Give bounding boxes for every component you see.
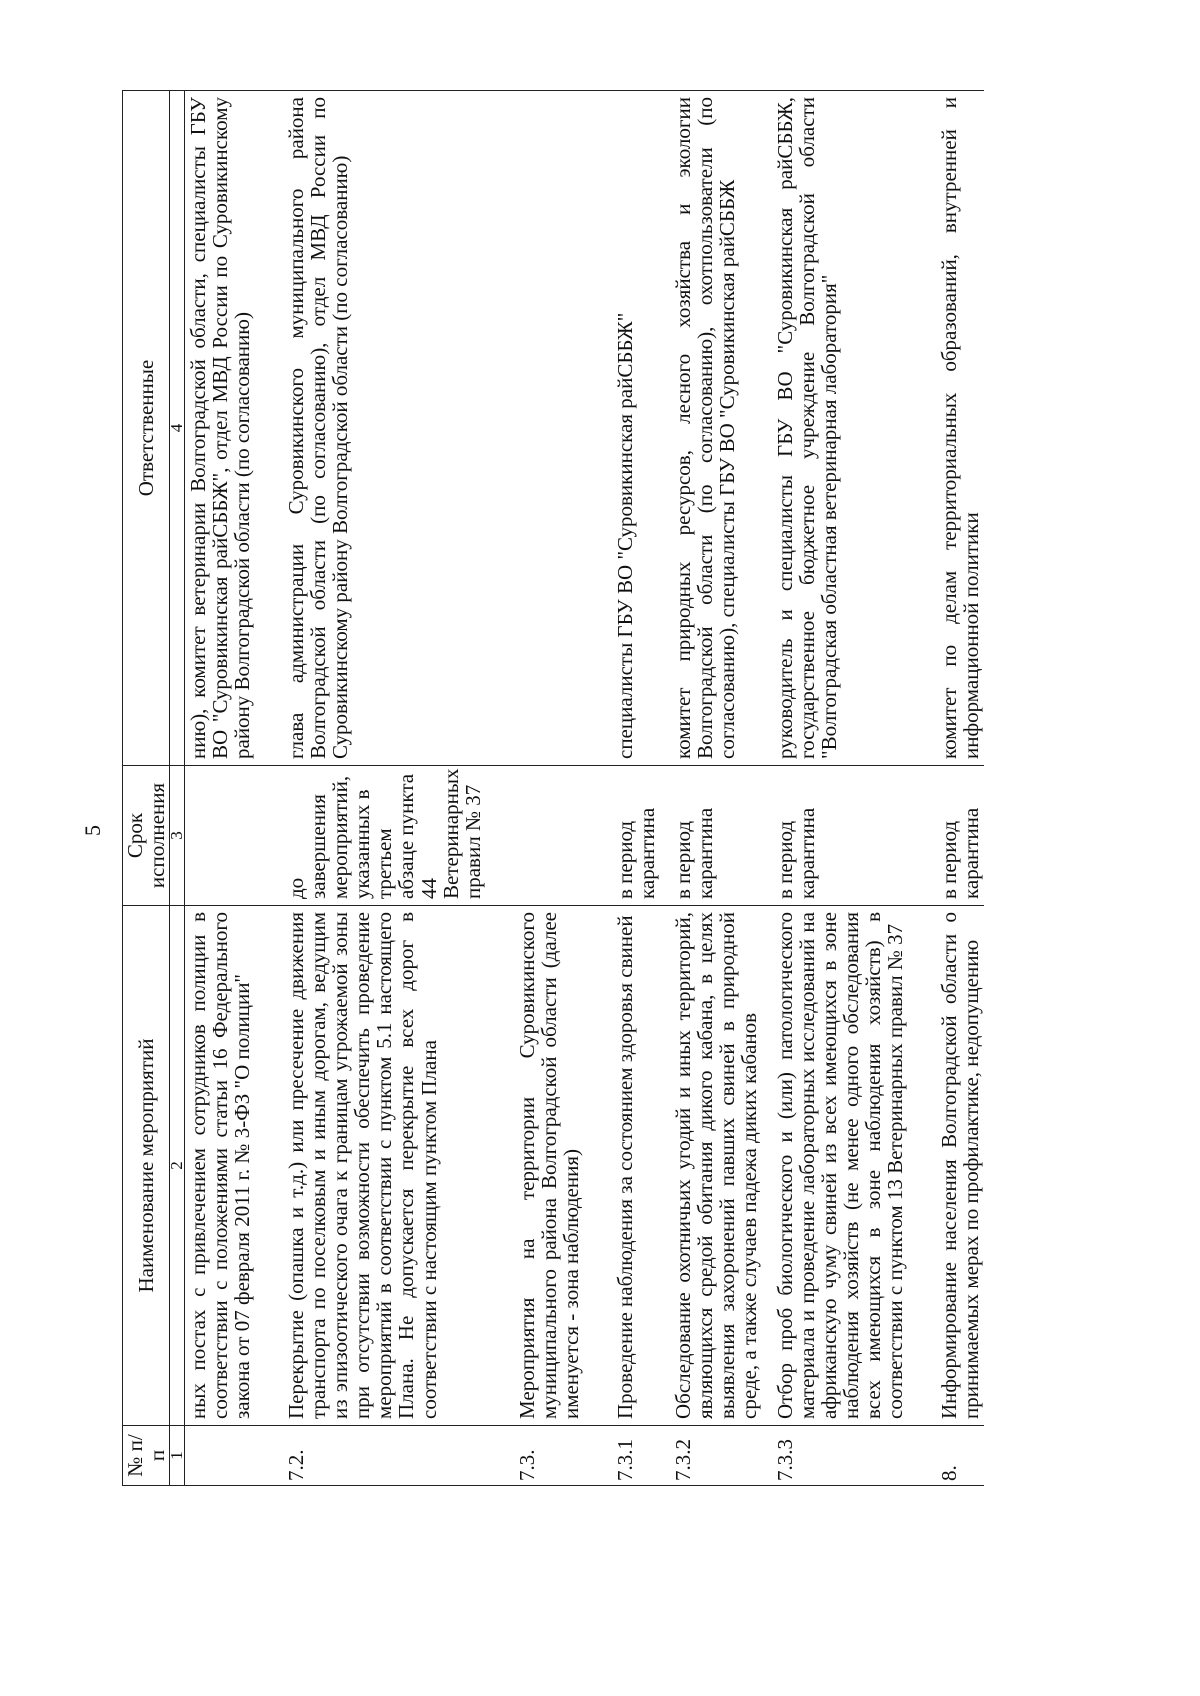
header-responsible: Ответственные xyxy=(123,91,170,766)
row-measure: Проведение наблюдения за состоянием здоровья свиней xyxy=(612,906,670,1426)
row-term: в период карантина xyxy=(670,766,772,906)
row-num: 7.2. xyxy=(283,1426,513,1486)
row-num xyxy=(185,1426,284,1486)
table-row xyxy=(772,91,936,1486)
table-row xyxy=(514,91,612,1486)
row-responsible: руководитель и специалисты ГБУ ВО "Суровикинская райСББЖ, государственное бюджетное учреждение Волгоградской области "Волгоградская областная ветеринарная лаборатория" xyxy=(772,91,936,766)
row-num: 7.3.2 xyxy=(670,1426,772,1486)
row-measure: Мероприятия на территории Суровикинского муниципального района Волгоградской области (далее именуется - зона наблюдения) xyxy=(514,906,612,1426)
row-measure: Информирование населения Волгоградской области о принимаемых мерах по профилактике, недопущению xyxy=(936,906,984,1426)
table-row xyxy=(936,91,984,1486)
row-responsible: нию), комитет ветеринарии Волгоградской области, специалисты ГБУ ВО "Суровикинская райСББЖ", отдел МВД России по Суровикинскому району Волгоградской области (по согласованию) xyxy=(185,91,284,766)
column-number-row xyxy=(170,91,185,1486)
table-row xyxy=(283,91,513,1486)
row-responsible: комитет природных ресурсов, лесного хозяйства и экологии Волгоградской области (по согласованию), охотпользователи (по согласованию), специалисты ГБУ ВО "Суровикинская райСББЖ xyxy=(670,91,772,766)
row-term: в период карантина xyxy=(936,766,984,906)
row-num: 7.3. xyxy=(514,1426,612,1486)
row-num: 7.3.1 xyxy=(612,1426,670,1486)
header-name: Наименование мероприятий xyxy=(123,906,170,1426)
column-number: 2 xyxy=(170,906,185,1426)
row-num: 8. xyxy=(936,1426,984,1486)
table-row xyxy=(612,91,670,1486)
row-measure: Отбор проб биологического и (или) патологического материала и проведение лабораторных исследований на африканскую чуму свиней из всех имеющихся в зоне наблюдения хозяйств (не менее одного обследования всех имеющихся в зоне наблюдения хозяйств) в соответствии с пунктом 13 Ветеринарных правил № 37 xyxy=(772,906,936,1426)
header-term: Срок исполнения xyxy=(123,766,170,906)
table-row xyxy=(670,91,772,1486)
row-responsible: глава администрации Суровикинского муниципального района Волгоградской области (по согласованию), отдел МВД России по Суровикинскому району Волгоградской области (по согласованию) xyxy=(283,91,513,766)
row-measure: Перекрытие (опашка и т.д.) или пресечение движения транспорта по поселковым и иным дорогам, ведущим из эпизоотического очага к границам угрожаемой зоны при отсутствии возможности обеспечить проведение мероприятий в соответствии с пунктом 5.1 настоящего Плана. Не допускается перекрытие всех дорог в соответствии с настоящим пунктом Плана xyxy=(283,906,513,1426)
row-term: в период карантина xyxy=(772,766,936,906)
row-term xyxy=(185,766,284,906)
row-responsible: специалисты ГБУ ВО "Суровикинская райСББЖ" xyxy=(612,91,670,766)
measures-table xyxy=(122,90,984,1486)
row-measure: ных постах с привлечением сотрудников полиции в соответствии с положениями статьи 16 Федерального закона от 07 февраля 2011 г. № 3-ФЗ "О полиции" xyxy=(185,906,284,1426)
row-term xyxy=(514,766,612,906)
row-num: 7.3.3 xyxy=(772,1426,936,1486)
table-row xyxy=(185,91,284,1486)
row-term: до завершения мероприятий, указанных в третьем абзаце пункта 44 Ветеринарных правил № 37 xyxy=(283,766,513,906)
column-number: 1 xyxy=(170,1426,185,1486)
row-term: в период карантина xyxy=(612,766,670,906)
row-measure: Обследование охотничьих угодий и иных территорий, являющихся средой обитания дикого кабана, в целях выявления захоронений павших свиней в природной среде, а также случаев падежа диких кабанов xyxy=(670,906,772,1426)
row-responsible xyxy=(514,91,612,766)
column-number: 4 xyxy=(170,91,185,766)
column-number: 3 xyxy=(170,766,185,906)
header-num: № п/п xyxy=(123,1426,170,1486)
row-responsible: комитет по делам территориальных образований, внутренней и информационной политики xyxy=(936,91,984,766)
table-header-row xyxy=(123,91,170,1486)
page-number: 5 xyxy=(80,825,105,836)
